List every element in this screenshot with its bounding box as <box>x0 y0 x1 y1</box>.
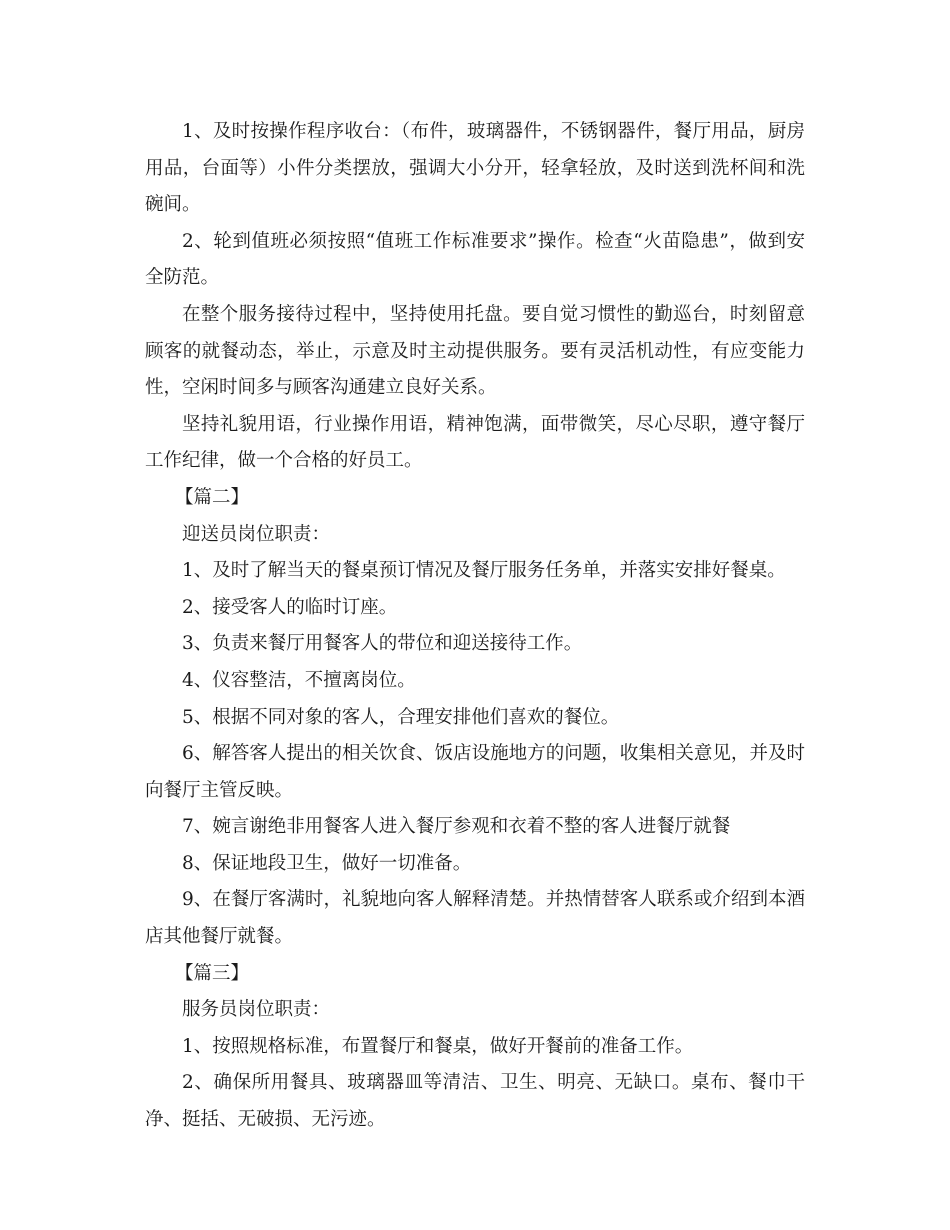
list-item-waiter-1: 1、按照规格标准，布置餐厅和餐桌，做好开餐前的准备工作。 <box>182 1035 694 1057</box>
list-item-greeter-7: 7、婉言谢绝非用餐客人进入餐厅参观和衣着不整的客人进餐厅就餐 <box>182 816 731 838</box>
paragraph-duty-shift: 2、轮到值班必须按照“值班工作标准要求”操作。检查“火苗隐患”，做到安全防范。 <box>145 230 805 289</box>
list-item-waiter-2: 2、确保所用餐具、玻璃器皿等清洁、卫生、明亮、无缺口。桌布、餐巾干净、挺括、无破损、无污迹。 <box>145 1072 805 1131</box>
paragraph-waiter-duties-title: 服务员岗位职责： <box>182 999 331 1021</box>
paragraph-greeter-duties-title: 迎送员岗位职责： <box>182 523 331 545</box>
list-item-greeter-3: 3、负责来餐厅用餐客人的带位和迎送接待工作。 <box>182 633 583 655</box>
list-item-greeter-5: 5、根据不同对象的客人，合理安排他们喜欢的餐位。 <box>182 706 620 728</box>
list-item-greeter-2: 2、接受客人的临时订座。 <box>182 596 398 618</box>
section-heading-part-two: 【篇二】 <box>175 486 250 508</box>
paragraph-service-process: 在整个服务接待过程中，坚持使用托盘。要自觉习惯性的勤巡台，时刻留意顾客的就餐动态，举止，示意及时主动提供服务。要有灵活机动性，有应变能力性，空闲时间多与顾客沟通建立良好关系。 <box>145 303 805 399</box>
paragraph-polite-language: 坚持礼貌用语，行业操作用语，精神饱满，面带微笑，尽心尽职，遵守餐厅工作纪律，做一个合格的好员工。 <box>145 413 805 472</box>
paragraph-clear-table: 1、及时按操作程序收台：（布件，玻璃器件，不锈钢器件，餐厅用品，厨房用品，台面等）小件分类摆放，强调大小分开，轻拿轻放，及时送到洗杯间和洗碗间。 <box>145 121 805 216</box>
list-item-greeter-8: 8、保证地段卫生，做好一切准备。 <box>182 852 472 874</box>
document-body <box>145 114 805 1139</box>
section-heading-part-three: 【篇三】 <box>175 962 250 984</box>
list-item-greeter-1: 1、及时了解当天的餐桌预订情况及餐厅服务任务单，并落实安排好餐桌。 <box>182 560 786 582</box>
list-item-greeter-9: 9、在餐厅客满时，礼貌地向客人解释清楚。并热情替客人联系或介绍到本酒店其他餐厅就餐。 <box>145 889 805 948</box>
list-item-greeter-4: 4、仪容整洁，不擅离岗位。 <box>182 669 416 691</box>
list-item-greeter-6: 6、解答客人提出的相关饮食、饭店设施地方的问题，收集相关意见，并及时向餐厅主管反映。 <box>145 743 805 801</box>
